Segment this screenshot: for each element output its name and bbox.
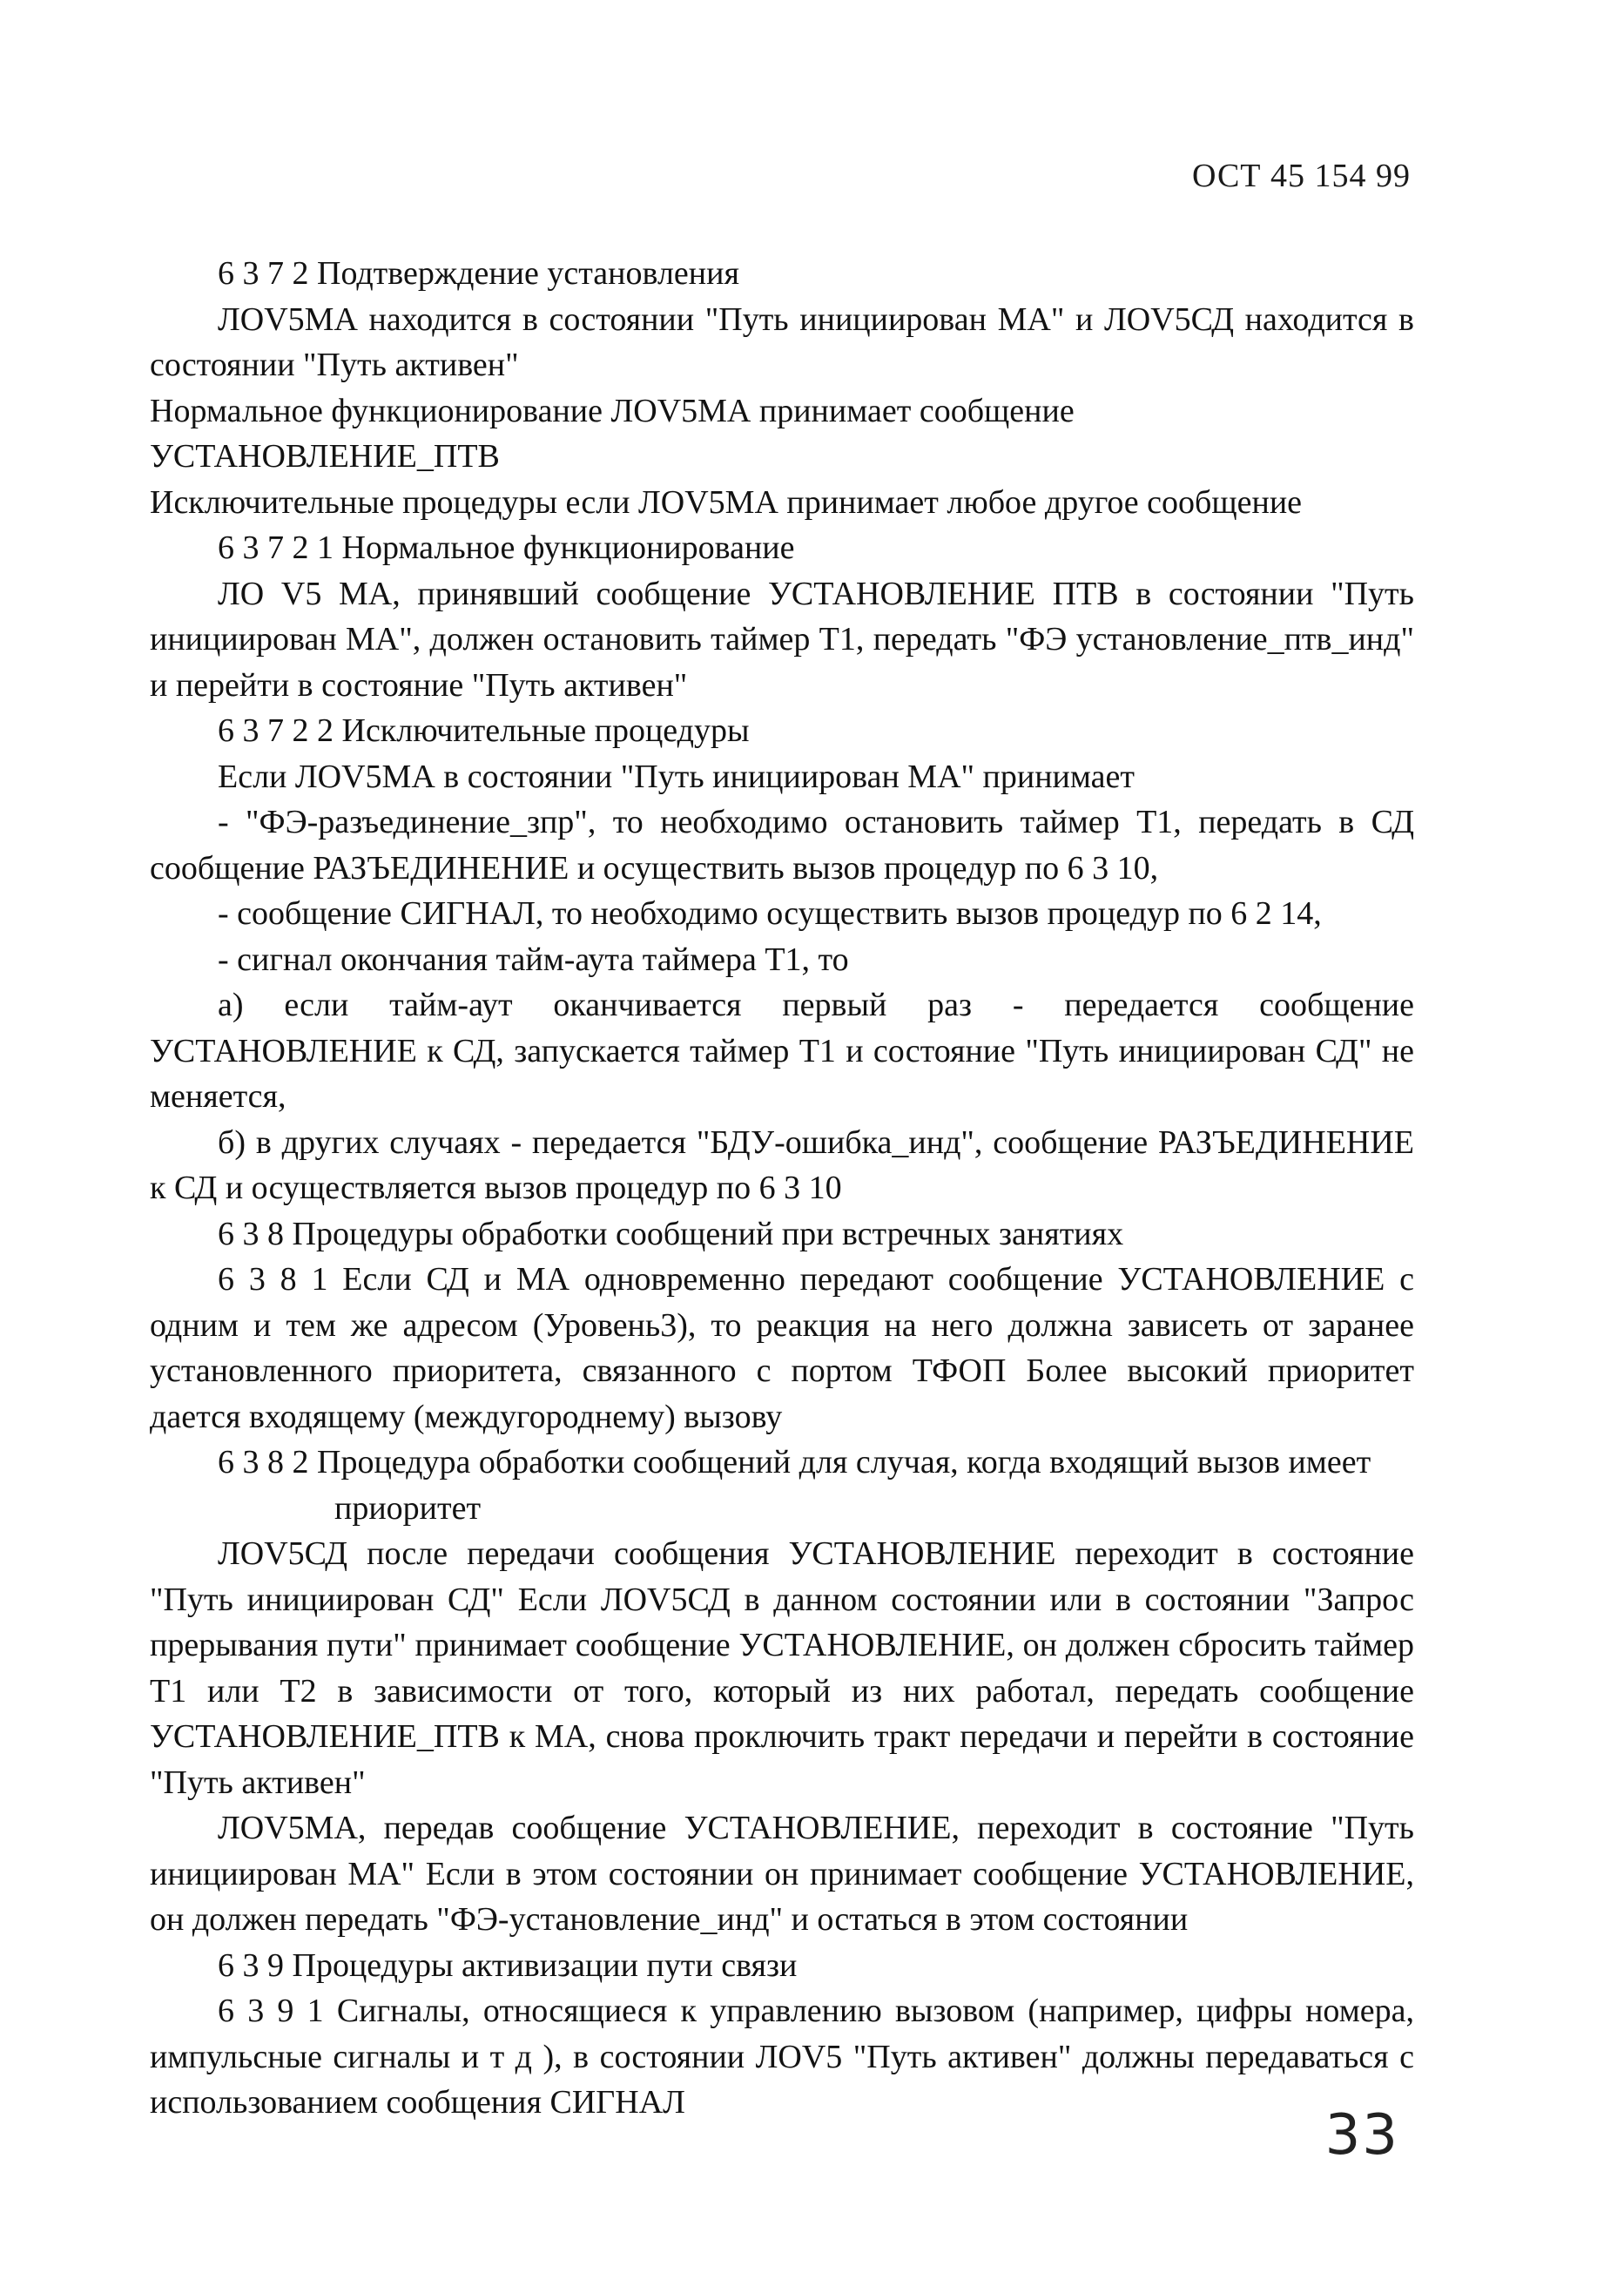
list-item: - "ФЭ-разъединение_зпр", то необходимо остановить таймер Т1, передать в СД сообщение РАЗЪЕДИНЕНИЕ и осуществить вызов процедур по 6 3 10, xyxy=(150,804,1414,887)
section-heading-continuation: приоритет xyxy=(334,1489,482,1527)
paragraph: ЛОV5СД после передачи сообщения УСТАНОВЛЕНИЕ переходит в состояние "Путь инициирован СД" Если ЛОV5СД в данном состоянии или в состоянии "Запрос прерывания пути" принимает сообщение УСТАНОВЛЕНИЕ, он должен сбросить таймер Т1 или Т2 в зависимости от того, который из них работал, передать сообщение УСТАНОВЛЕНИЕ_ПТВ к МА, снова проключить тракт передачи и перейти в состояние "Путь активен" xyxy=(150,1535,1414,1801)
paragraph: 6 3 9 1 Сигналы, относящиеся к управлению вызовом (например, цифры номера, импульсные сигналы и т д ), в состоянии ЛОV5 "Путь активен" должны передаваться с использованием сообщения СИГНАЛ xyxy=(150,1993,1414,2121)
paragraph: Нормальное функционирование ЛОV5МА принимает сообщение УСТАНОВЛЕНИЕ_ПТВ xyxy=(150,392,1075,475)
paragraph: ЛОV5МА находится в состоянии "Путь инициирован МА" и ЛОV5СД находится в состоянии "Путь активен" xyxy=(150,300,1414,383)
body-text xyxy=(150,251,1414,2126)
list-item: - сигнал окончания тайм-аута таймера Т1, то xyxy=(218,941,849,978)
page-number: 33 xyxy=(1324,2103,1399,2168)
section-heading: 6 3 7 2 1 Нормальное функционирование xyxy=(218,529,795,566)
paragraph: ЛОV5МА, передав сообщение УСТАНОВЛЕНИЕ, переходит в состояние "Путь инициирован МА" Если в этом состоянии он принимает сообщение УСТАНОВЛЕНИЕ, он должен передать "ФЭ-установление_инд" и остаться в этом состоянии xyxy=(150,1810,1414,1938)
section-heading: 6 3 8 Процедуры обработки сообщений при встречных занятиях xyxy=(218,1215,1124,1252)
list-item: а) если тайм-аут оканчивается первый раз - передается сообщение УСТАНОВЛЕНИЕ к СД, запускается таймер Т1 и состояние "Путь инициирован СД" не меняется, xyxy=(150,987,1414,1115)
section-heading: 6 3 7 2 Подтверждение установления xyxy=(218,255,739,292)
paragraph: Исключительные процедуры если ЛОV5МА принимает любое другое сообщение xyxy=(150,483,1303,521)
list-item: б) в других случаях - передается "БДУ-ошибка_инд", сообщение РАЗЪЕДИНЕНИЕ к СД и осуществляется вызов процедур по 6 3 10 xyxy=(150,1123,1414,1206)
paragraph: Если ЛОV5МА в состоянии "Путь инициирован МА" принимает xyxy=(218,758,1135,795)
list-item: - сообщение СИГНАЛ, то необходимо осуществить вызов процедур по 6 2 14, xyxy=(218,895,1322,932)
paragraph: 6 3 8 1 Если СД и МА одновременно передают сообщение УСТАНОВЛЕНИЕ с одним и тем же адресом (Уровень3), то реакция на него должна зависеть от заранее установленного приоритета, связанного с портом ТФОП Более высокий приоритет дается входящему (междугороднему) вызову xyxy=(150,1261,1414,1435)
document-code: ОСТ 45 154 99 xyxy=(1192,158,1411,194)
section-heading: 6 3 9 Процедуры активизации пути связи xyxy=(218,1946,798,1984)
section-heading: 6 3 8 2 Процедура обработки сообщений для случая, когда входящий вызов имеет xyxy=(218,1444,1371,1480)
section-heading: 6 3 7 2 2 Исключительные процедуры xyxy=(218,712,750,749)
paragraph: ЛО V5 МА, принявший сообщение УСТАНОВЛЕНИЕ ПТВ в состоянии "Путь инициирован МА", должен остановить таймер Т1, передать "ФЭ установление_птв_инд" и перейти в состояние "Путь активен" xyxy=(150,575,1414,704)
